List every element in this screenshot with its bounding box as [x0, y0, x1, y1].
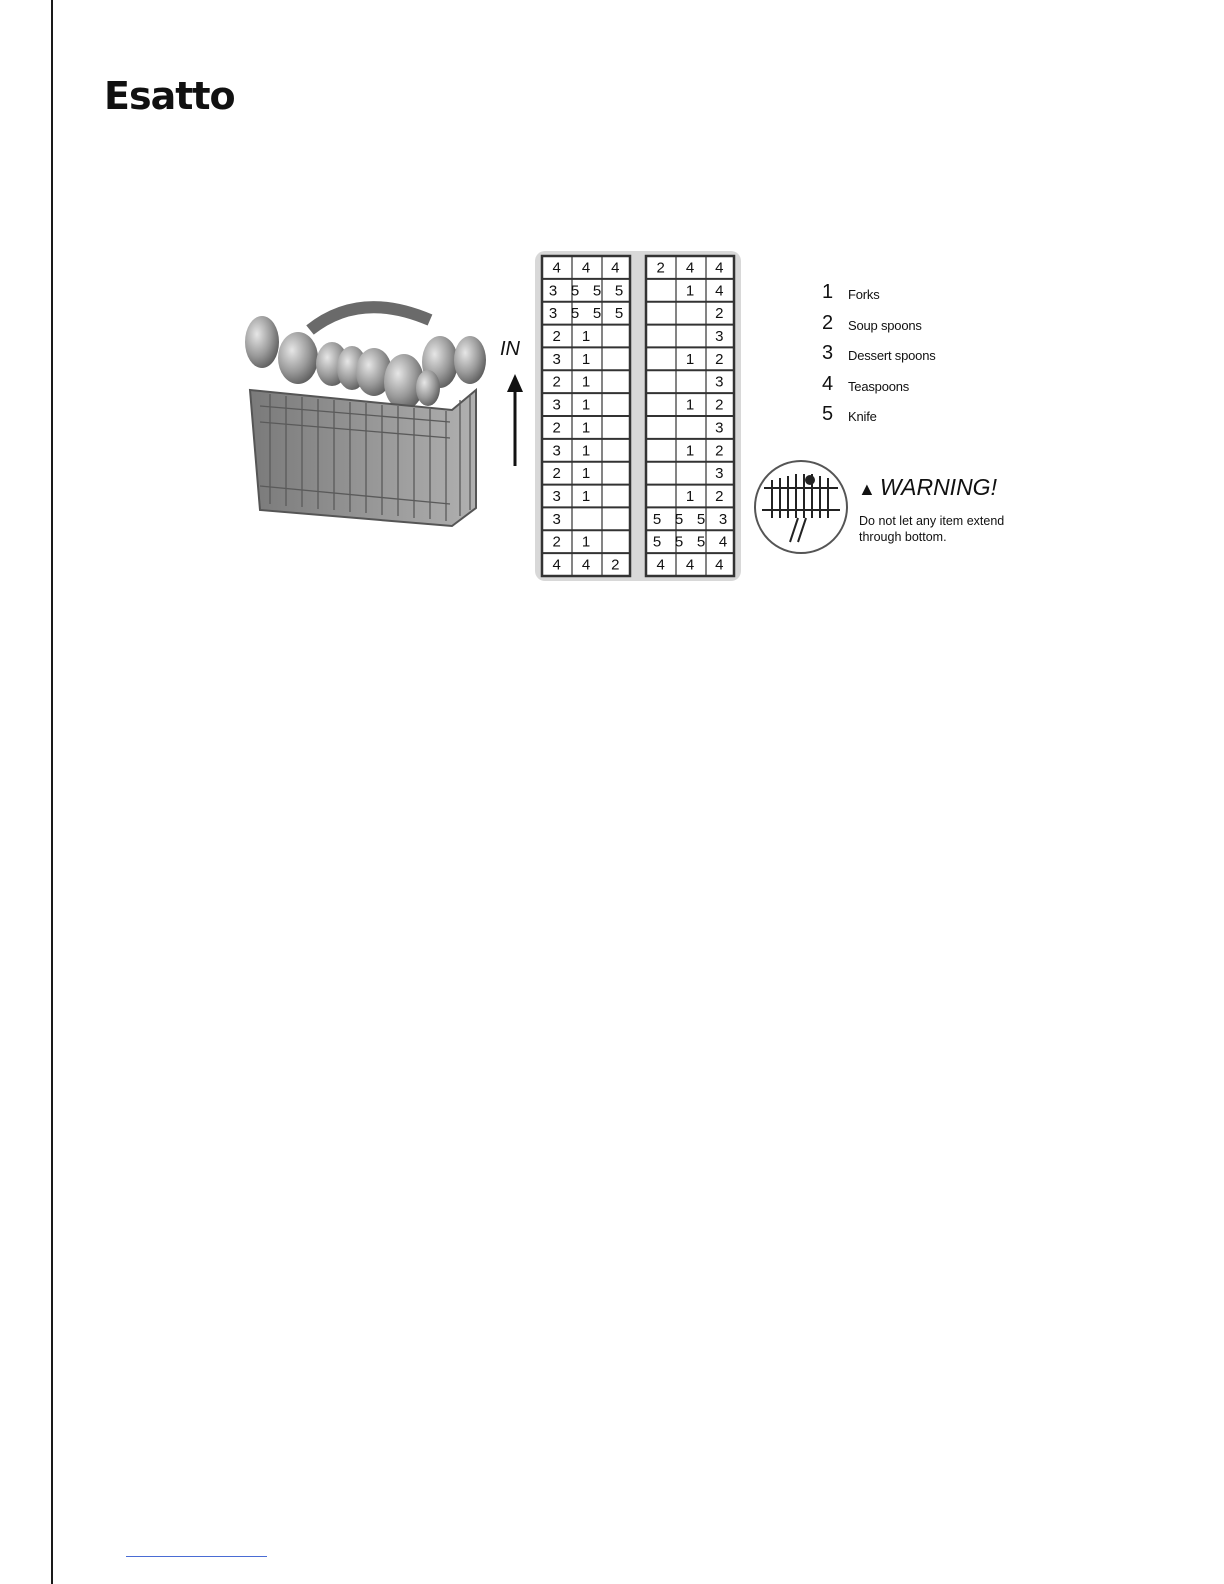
rack-slot-label: 5 — [570, 282, 580, 300]
rack-slot-label: 2 — [715, 442, 724, 460]
legend-label: Forks — [848, 287, 880, 302]
rack-slot-label: 5 — [592, 305, 602, 323]
legend-number: 1 — [822, 281, 834, 303]
rack-slot-label: 1 — [581, 396, 591, 414]
rack-slot-label: 1 — [581, 533, 591, 551]
rack-slot-label: 3 — [548, 305, 558, 323]
rack-slot-label: 3 — [552, 350, 561, 368]
legend-label: Teaspoons — [848, 378, 910, 394]
rack-slot-label: 5 — [696, 533, 706, 551]
warning-title-text: WARNING! — [879, 474, 997, 500]
arrow-up-icon — [498, 336, 534, 472]
rack-slot-label: 4 — [685, 556, 695, 574]
legend-label: Soup spoons — [848, 317, 922, 333]
legend-number: 5 — [822, 403, 834, 425]
rack-slot-label: 2 — [656, 259, 665, 277]
rack-slot-label: 2 — [552, 465, 561, 483]
footer-link-underline[interactable] — [126, 1556, 267, 1557]
rack-slot-label: 2 — [552, 328, 561, 345]
warning-triangle-icon: ▲ — [858, 479, 876, 499]
rack-slot-label: 5 — [674, 533, 684, 551]
rack-slot-label: 1 — [581, 350, 591, 368]
rack-slot-label: 5 — [696, 510, 706, 528]
rack-slot-label: 5 — [614, 282, 624, 300]
rack-slot-label: 5 — [674, 510, 684, 528]
rack-slot-label: 4 — [685, 259, 695, 277]
rack-slot-label: 3 — [715, 328, 724, 345]
rack-slot-label: 4 — [718, 533, 728, 551]
rack-slot-label: 3 — [715, 419, 724, 437]
rack-slot-label: 4 — [552, 259, 561, 277]
legend-label: Knife — [848, 409, 877, 424]
legend-label: Dessert spoons — [848, 348, 936, 363]
rack-slot-label: 1 — [685, 282, 695, 300]
page-margin-rule — [51, 0, 53, 1584]
rack-slot-label: 4 — [715, 259, 724, 277]
rack-slot-label: 1 — [685, 442, 695, 460]
rack-slot-label: 1 — [685, 488, 695, 505]
rack-slot-label: 3 — [715, 373, 724, 391]
legend-number: 3 — [822, 342, 834, 364]
rack-slot-label: 3 — [718, 510, 728, 528]
cutlery-rack-diagram — [534, 250, 742, 582]
rack-slot-label: 1 — [581, 442, 591, 460]
rack-slot-label: 3 — [552, 396, 561, 414]
legend-number: 2 — [822, 311, 834, 334]
rack-slot-label: 2 — [715, 488, 724, 505]
rack-slot-label: 1 — [685, 396, 695, 414]
brand-logo: Esatto — [104, 74, 235, 118]
rack-slot-label: 2 — [715, 350, 724, 368]
rack-slot-label: 5 — [652, 533, 662, 551]
rack-slot-label: 4 — [581, 556, 591, 574]
in-direction-label: IN — [500, 338, 520, 360]
rack-slot-label: 4 — [581, 259, 591, 277]
rack-slot-label: 3 — [715, 465, 724, 483]
rack-slot-label: 2 — [552, 419, 561, 437]
rack-slot-label: 1 — [685, 350, 695, 368]
rack-slot-label: 4 — [611, 259, 620, 277]
rack-slot-label: 5 — [592, 282, 602, 300]
rack-slot-label: 3 — [552, 488, 561, 505]
legend-number: 4 — [822, 372, 834, 395]
rack-slot-label: 4 — [715, 282, 724, 300]
warning-text: Do not let any item extend through bottom. — [859, 514, 1005, 544]
rack-slot-label: 4 — [552, 556, 561, 574]
warning-detail-illustration — [752, 458, 850, 556]
rack-slot-label: 2 — [611, 556, 620, 574]
rack-slot-label: 3 — [548, 282, 558, 300]
rack-slot-label: 4 — [715, 556, 724, 574]
rack-slot-label: 1 — [581, 488, 591, 505]
warning-title — [858, 474, 997, 501]
rack-slot-label: 1 — [581, 465, 591, 483]
cutlery-basket-illustration — [240, 290, 492, 530]
rack-slot-label: 5 — [614, 305, 624, 323]
rack-slot-label: 5 — [652, 510, 662, 528]
rack-slot-label: 4 — [656, 556, 665, 574]
rack-slot-label: 2 — [715, 396, 724, 414]
rack-slot-label: 1 — [581, 373, 591, 391]
rack-slot-label: 3 — [552, 442, 561, 460]
rack-slot-label: 2 — [552, 533, 561, 551]
rack-slot-label: 1 — [581, 419, 591, 437]
rack-slot-label: 3 — [552, 510, 561, 528]
rack-slot-label: 2 — [715, 305, 724, 323]
rack-slot-label: 5 — [570, 305, 580, 323]
rack-slot-label: 1 — [581, 328, 591, 345]
rack-slot-label: 2 — [552, 373, 561, 391]
